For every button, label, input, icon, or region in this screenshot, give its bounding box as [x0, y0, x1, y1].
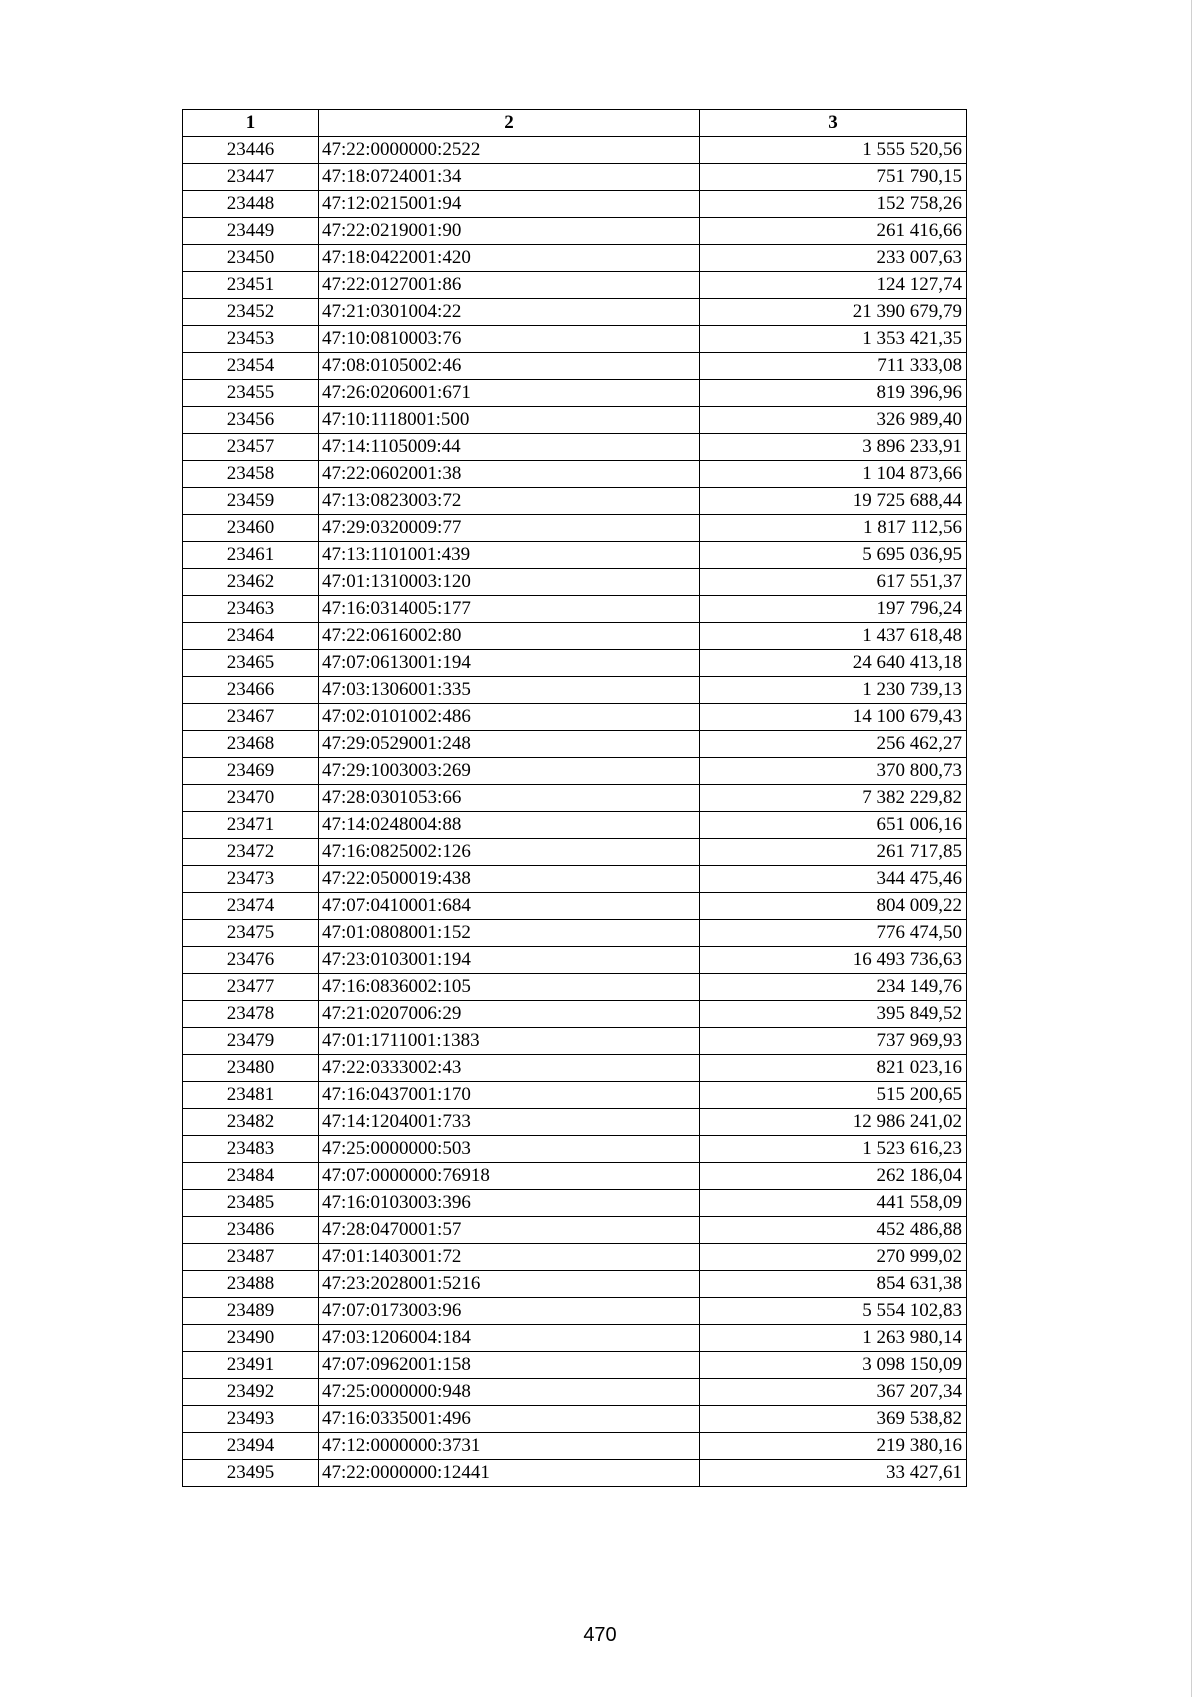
cadastral-number-cell: 47:03:1206004:184 — [319, 1325, 700, 1352]
row-number-cell: 23457 — [183, 434, 319, 461]
cadastral-number-cell: 47:22:0219001:90 — [319, 218, 700, 245]
row-number-cell: 23491 — [183, 1352, 319, 1379]
cadastral-value-cell: 234 149,76 — [700, 974, 967, 1001]
table-row — [183, 515, 967, 542]
row-number-cell: 23493 — [183, 1406, 319, 1433]
row-number-cell: 23494 — [183, 1433, 319, 1460]
cadastral-value-cell: 5 554 102,83 — [700, 1298, 967, 1325]
table-row — [183, 1460, 967, 1487]
table-row — [183, 947, 967, 974]
cadastral-value-cell: 1 230 739,13 — [700, 677, 967, 704]
row-number-cell: 23485 — [183, 1190, 319, 1217]
cadastral-number-cell: 47:23:2028001:5216 — [319, 1271, 700, 1298]
row-number-cell: 23475 — [183, 920, 319, 947]
table-row — [183, 1190, 967, 1217]
cadastral-value-cell: 5 695 036,95 — [700, 542, 967, 569]
table-row — [183, 407, 967, 434]
table-row — [183, 974, 967, 1001]
cadastral-value-cell: 711 333,08 — [700, 353, 967, 380]
table-row — [183, 1163, 967, 1190]
cadastral-value-cell: 14 100 679,43 — [700, 704, 967, 731]
table-row — [183, 785, 967, 812]
cadastral-value-cell: 124 127,74 — [700, 272, 967, 299]
table-row — [183, 1433, 967, 1460]
table-row — [183, 839, 967, 866]
row-number-cell: 23470 — [183, 785, 319, 812]
cadastral-number-cell: 47:22:0333002:43 — [319, 1055, 700, 1082]
row-number-cell: 23490 — [183, 1325, 319, 1352]
cadastral-number-cell: 47:21:0207006:29 — [319, 1001, 700, 1028]
row-number-cell: 23486 — [183, 1217, 319, 1244]
cadastral-number-cell: 47:26:0206001:671 — [319, 380, 700, 407]
table-row — [183, 920, 967, 947]
column-header-2: 2 — [319, 110, 700, 137]
cadastral-number-cell: 47:14:0248004:88 — [319, 812, 700, 839]
cadastral-number-cell: 47:01:0808001:152 — [319, 920, 700, 947]
cadastral-number-cell: 47:28:0301053:66 — [319, 785, 700, 812]
row-number-cell: 23458 — [183, 461, 319, 488]
table-row — [183, 1406, 967, 1433]
row-number-cell: 23484 — [183, 1163, 319, 1190]
row-number-cell: 23459 — [183, 488, 319, 515]
cadastral-number-cell: 47:10:1118001:500 — [319, 407, 700, 434]
row-number-cell: 23483 — [183, 1136, 319, 1163]
cadastral-value-cell: 233 007,63 — [700, 245, 967, 272]
table-row — [183, 542, 967, 569]
row-number-cell: 23462 — [183, 569, 319, 596]
row-number-cell: 23478 — [183, 1001, 319, 1028]
cadastral-number-cell: 47:12:0215001:94 — [319, 191, 700, 218]
row-number-cell: 23495 — [183, 1460, 319, 1487]
cadastral-number-cell: 47:22:0500019:438 — [319, 866, 700, 893]
cadastral-number-cell: 47:18:0422001:420 — [319, 245, 700, 272]
cadastral-value-cell: 819 396,96 — [700, 380, 967, 407]
table-row — [183, 326, 967, 353]
cadastral-number-cell: 47:25:0000000:503 — [319, 1136, 700, 1163]
table-row — [183, 434, 967, 461]
table-row — [183, 704, 967, 731]
row-number-cell: 23455 — [183, 380, 319, 407]
cadastral-number-cell: 47:25:0000000:948 — [319, 1379, 700, 1406]
cadastral-value-table — [182, 109, 967, 1487]
table-body — [183, 137, 967, 1487]
cadastral-number-cell: 47:16:0335001:496 — [319, 1406, 700, 1433]
table-row — [183, 758, 967, 785]
cadastral-value-cell: 776 474,50 — [700, 920, 967, 947]
cadastral-number-cell: 47:07:0410001:684 — [319, 893, 700, 920]
cadastral-value-cell: 737 969,93 — [700, 1028, 967, 1055]
row-number-cell: 23453 — [183, 326, 319, 353]
cadastral-number-cell: 47:22:0000000:2522 — [319, 137, 700, 164]
cadastral-number-cell: 47:22:0127001:86 — [319, 272, 700, 299]
cadastral-number-cell: 47:07:0173003:96 — [319, 1298, 700, 1325]
row-number-cell: 23489 — [183, 1298, 319, 1325]
table-row — [183, 380, 967, 407]
row-number-cell: 23488 — [183, 1271, 319, 1298]
cadastral-value-cell: 326 989,40 — [700, 407, 967, 434]
cadastral-value-cell: 441 558,09 — [700, 1190, 967, 1217]
row-number-cell: 23451 — [183, 272, 319, 299]
table-row — [183, 866, 967, 893]
cadastral-value-cell: 617 551,37 — [700, 569, 967, 596]
table-row — [183, 1352, 967, 1379]
table-row — [183, 812, 967, 839]
row-number-cell: 23477 — [183, 974, 319, 1001]
row-number-cell: 23446 — [183, 137, 319, 164]
table-row — [183, 1298, 967, 1325]
row-number-cell: 23452 — [183, 299, 319, 326]
cadastral-value-cell: 219 380,16 — [700, 1433, 967, 1460]
cadastral-number-cell: 47:12:0000000:3731 — [319, 1433, 700, 1460]
cadastral-number-cell: 47:08:0105002:46 — [319, 353, 700, 380]
cadastral-number-cell: 47:22:0602001:38 — [319, 461, 700, 488]
cadastral-number-cell: 47:23:0103001:194 — [319, 947, 700, 974]
cadastral-value-cell: 3 098 150,09 — [700, 1352, 967, 1379]
page-edge-line — [1191, 0, 1192, 1697]
row-number-cell: 23471 — [183, 812, 319, 839]
cadastral-number-cell: 47:10:0810003:76 — [319, 326, 700, 353]
row-number-cell: 23474 — [183, 893, 319, 920]
table-row — [183, 1109, 967, 1136]
cadastral-number-cell: 47:29:0529001:248 — [319, 731, 700, 758]
row-number-cell: 23476 — [183, 947, 319, 974]
table-row — [183, 272, 967, 299]
table-row — [183, 461, 967, 488]
column-header-1: 1 — [183, 110, 319, 137]
cadastral-number-cell: 47:28:0470001:57 — [319, 1217, 700, 1244]
row-number-cell: 23480 — [183, 1055, 319, 1082]
table-row — [183, 650, 967, 677]
table-row — [183, 1055, 967, 1082]
row-number-cell: 23467 — [183, 704, 319, 731]
cadastral-value-cell: 804 009,22 — [700, 893, 967, 920]
row-number-cell: 23481 — [183, 1082, 319, 1109]
row-number-cell: 23450 — [183, 245, 319, 272]
cadastral-value-cell: 395 849,52 — [700, 1001, 967, 1028]
cadastral-value-cell: 854 631,38 — [700, 1271, 967, 1298]
row-number-cell: 23469 — [183, 758, 319, 785]
row-number-cell: 23479 — [183, 1028, 319, 1055]
table-row — [183, 1136, 967, 1163]
cadastral-value-cell: 152 758,26 — [700, 191, 967, 218]
row-number-cell: 23449 — [183, 218, 319, 245]
cadastral-number-cell: 47:01:1310003:120 — [319, 569, 700, 596]
cadastral-value-cell: 1 555 520,56 — [700, 137, 967, 164]
table-row — [183, 1271, 967, 1298]
table-row — [183, 1082, 967, 1109]
table-row — [183, 1217, 967, 1244]
cadastral-value-cell: 1 353 421,35 — [700, 326, 967, 353]
cadastral-value-cell: 21 390 679,79 — [700, 299, 967, 326]
page-number: 470 — [583, 1624, 617, 1646]
table-container — [182, 109, 967, 1487]
cadastral-value-cell: 1 437 618,48 — [700, 623, 967, 650]
cadastral-value-cell: 367 207,34 — [700, 1379, 967, 1406]
cadastral-number-cell: 47:21:0301004:22 — [319, 299, 700, 326]
row-number-cell: 23464 — [183, 623, 319, 650]
row-number-cell: 23468 — [183, 731, 319, 758]
cadastral-value-cell: 256 462,27 — [700, 731, 967, 758]
cadastral-number-cell: 47:07:0613001:194 — [319, 650, 700, 677]
cadastral-number-cell: 47:14:1204001:733 — [319, 1109, 700, 1136]
table-row — [183, 1325, 967, 1352]
cadastral-value-cell: 1 817 112,56 — [700, 515, 967, 542]
table-row — [183, 245, 967, 272]
table-row — [183, 1244, 967, 1271]
cadastral-number-cell: 47:01:1711001:1383 — [319, 1028, 700, 1055]
cadastral-number-cell: 47:02:0101002:486 — [319, 704, 700, 731]
row-number-cell: 23466 — [183, 677, 319, 704]
table-row — [183, 191, 967, 218]
row-number-cell: 23487 — [183, 1244, 319, 1271]
table-row — [183, 1379, 967, 1406]
cadastral-number-cell: 47:13:1101001:439 — [319, 542, 700, 569]
table-row — [183, 569, 967, 596]
cadastral-number-cell: 47:29:1003003:269 — [319, 758, 700, 785]
cadastral-number-cell: 47:16:0314005:177 — [319, 596, 700, 623]
cadastral-number-cell: 47:07:0962001:158 — [319, 1352, 700, 1379]
cadastral-value-cell: 369 538,82 — [700, 1406, 967, 1433]
row-number-cell: 23447 — [183, 164, 319, 191]
row-number-cell: 23454 — [183, 353, 319, 380]
row-number-cell: 23463 — [183, 596, 319, 623]
table-row — [183, 1001, 967, 1028]
table-row — [183, 353, 967, 380]
table-row — [183, 218, 967, 245]
table-row — [183, 1028, 967, 1055]
cadastral-value-cell: 3 896 233,91 — [700, 434, 967, 461]
cadastral-value-cell: 197 796,24 — [700, 596, 967, 623]
table-row — [183, 677, 967, 704]
cadastral-value-cell: 1 104 873,66 — [700, 461, 967, 488]
cadastral-number-cell: 47:16:0437001:170 — [319, 1082, 700, 1109]
cadastral-value-cell: 651 006,16 — [700, 812, 967, 839]
cadastral-value-cell: 1 523 616,23 — [700, 1136, 967, 1163]
cadastral-value-cell: 24 640 413,18 — [700, 650, 967, 677]
cadastral-number-cell: 47:13:0823003:72 — [319, 488, 700, 515]
table-row — [183, 731, 967, 758]
cadastral-value-cell: 452 486,88 — [700, 1217, 967, 1244]
table-header-row — [183, 110, 967, 137]
row-number-cell: 23461 — [183, 542, 319, 569]
cadastral-number-cell: 47:07:0000000:76918 — [319, 1163, 700, 1190]
cadastral-value-cell: 33 427,61 — [700, 1460, 967, 1487]
cadastral-value-cell: 270 999,02 — [700, 1244, 967, 1271]
row-number-cell: 23465 — [183, 650, 319, 677]
cadastral-value-cell: 751 790,15 — [700, 164, 967, 191]
row-number-cell: 23482 — [183, 1109, 319, 1136]
table-row — [183, 488, 967, 515]
row-number-cell: 23448 — [183, 191, 319, 218]
cadastral-value-cell: 821 023,16 — [700, 1055, 967, 1082]
table-row — [183, 623, 967, 650]
cadastral-value-cell: 261 717,85 — [700, 839, 967, 866]
column-header-3: 3 — [700, 110, 967, 137]
table-row — [183, 164, 967, 191]
row-number-cell: 23473 — [183, 866, 319, 893]
cadastral-value-cell: 261 416,66 — [700, 218, 967, 245]
row-number-cell: 23456 — [183, 407, 319, 434]
cadastral-number-cell: 47:16:0825002:126 — [319, 839, 700, 866]
cadastral-value-cell: 19 725 688,44 — [700, 488, 967, 515]
cadastral-number-cell: 47:14:1105009:44 — [319, 434, 700, 461]
table-row — [183, 137, 967, 164]
cadastral-value-cell: 16 493 736,63 — [700, 947, 967, 974]
row-number-cell: 23472 — [183, 839, 319, 866]
cadastral-number-cell: 47:22:0616002:80 — [319, 623, 700, 650]
cadastral-number-cell: 47:22:0000000:12441 — [319, 1460, 700, 1487]
cadastral-number-cell: 47:16:0103003:396 — [319, 1190, 700, 1217]
table-row — [183, 299, 967, 326]
cadastral-value-cell: 7 382 229,82 — [700, 785, 967, 812]
row-number-cell: 23460 — [183, 515, 319, 542]
cadastral-number-cell: 47:03:1306001:335 — [319, 677, 700, 704]
cadastral-number-cell: 47:18:0724001:34 — [319, 164, 700, 191]
cadastral-number-cell: 47:29:0320009:77 — [319, 515, 700, 542]
cadastral-number-cell: 47:01:1403001:72 — [319, 1244, 700, 1271]
cadastral-value-cell: 262 186,04 — [700, 1163, 967, 1190]
cadastral-value-cell: 515 200,65 — [700, 1082, 967, 1109]
table-row — [183, 893, 967, 920]
table-row — [183, 596, 967, 623]
cadastral-number-cell: 47:16:0836002:105 — [319, 974, 700, 1001]
row-number-cell: 23492 — [183, 1379, 319, 1406]
cadastral-value-cell: 12 986 241,02 — [700, 1109, 967, 1136]
cadastral-value-cell: 1 263 980,14 — [700, 1325, 967, 1352]
cadastral-value-cell: 344 475,46 — [700, 866, 967, 893]
cadastral-value-cell: 370 800,73 — [700, 758, 967, 785]
